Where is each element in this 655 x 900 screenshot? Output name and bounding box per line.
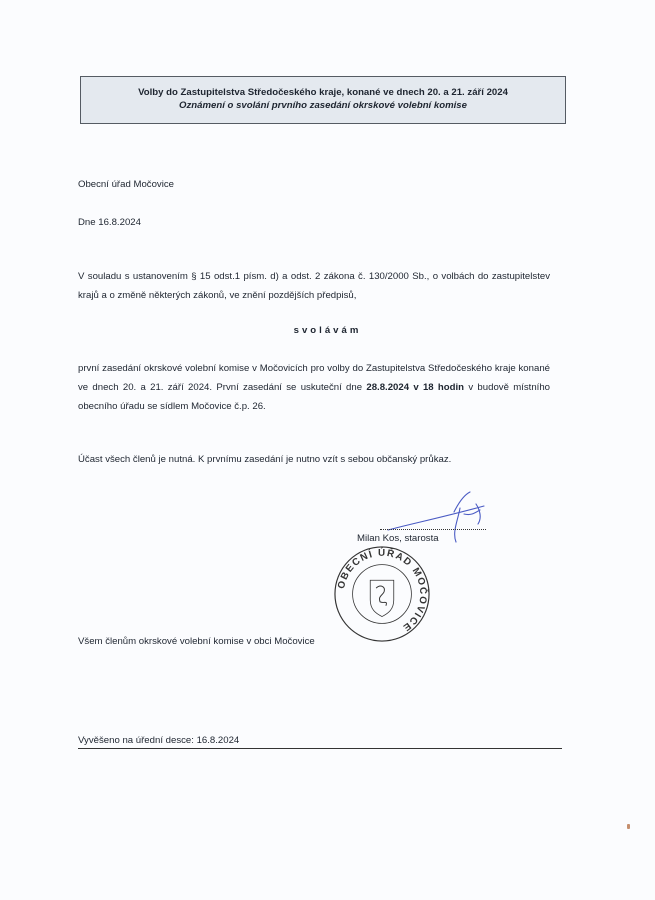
meeting-text-part1: první zasedání okrskové volební komise v Močovicích pro volby do Zastupitelstva Středočeského kraje konané ve dnech 20. a 21. září 2024. První zasedání se uskuteční dne	[78, 363, 550, 393]
legal-basis-paragraph: V souladu s ustanovením § 15 odst.1 písm. d) a odst. 2 zákona č. 130/2000 Sb., o volbách do zastupitelstev krajů a o změně některých zákonů, ve znění pozdějších předpisů,	[78, 271, 550, 301]
paper-speck	[627, 824, 630, 829]
meeting-datetime: 28.8.2024 v 18 hodin	[366, 382, 465, 393]
recipients-line: Všem členům okrskové volební komise v obci Močovice	[78, 636, 315, 647]
signature-line	[380, 529, 486, 530]
stamp-text: OBECNÍ ÚŘAD MOČOVICE	[336, 547, 429, 634]
header-title: Volby do Zastupitelstva Středočeského kraje, konané ve dnech 20. a 21. září 2024	[138, 87, 508, 98]
attendance-note: Účast všech členů je nutná. K prvnímu zasedání je nutno vzít s sebou občanský průkaz.	[78, 454, 452, 465]
office-name: Obecní úřad Močovice	[78, 179, 174, 190]
meeting-paragraph	[78, 359, 550, 416]
header-subtitle: Oznámení o svolání prvního zasedání okrskové volební komise	[179, 100, 467, 111]
signatory-name: Milan Kos, starosta	[357, 533, 439, 544]
convene-heading: svolávám	[293, 325, 362, 336]
meeting-text-part2: v budově místního obecního úřadu se sídlem Močovice č.p. 26.	[78, 382, 550, 412]
header-box	[80, 76, 566, 124]
posted-underline	[78, 748, 562, 749]
posted-notice: Vyvěšeno na úřední desce: 16.8.2024	[78, 735, 240, 746]
official-stamp	[333, 545, 431, 643]
document-date: Dne 16.8.2024	[78, 217, 141, 228]
